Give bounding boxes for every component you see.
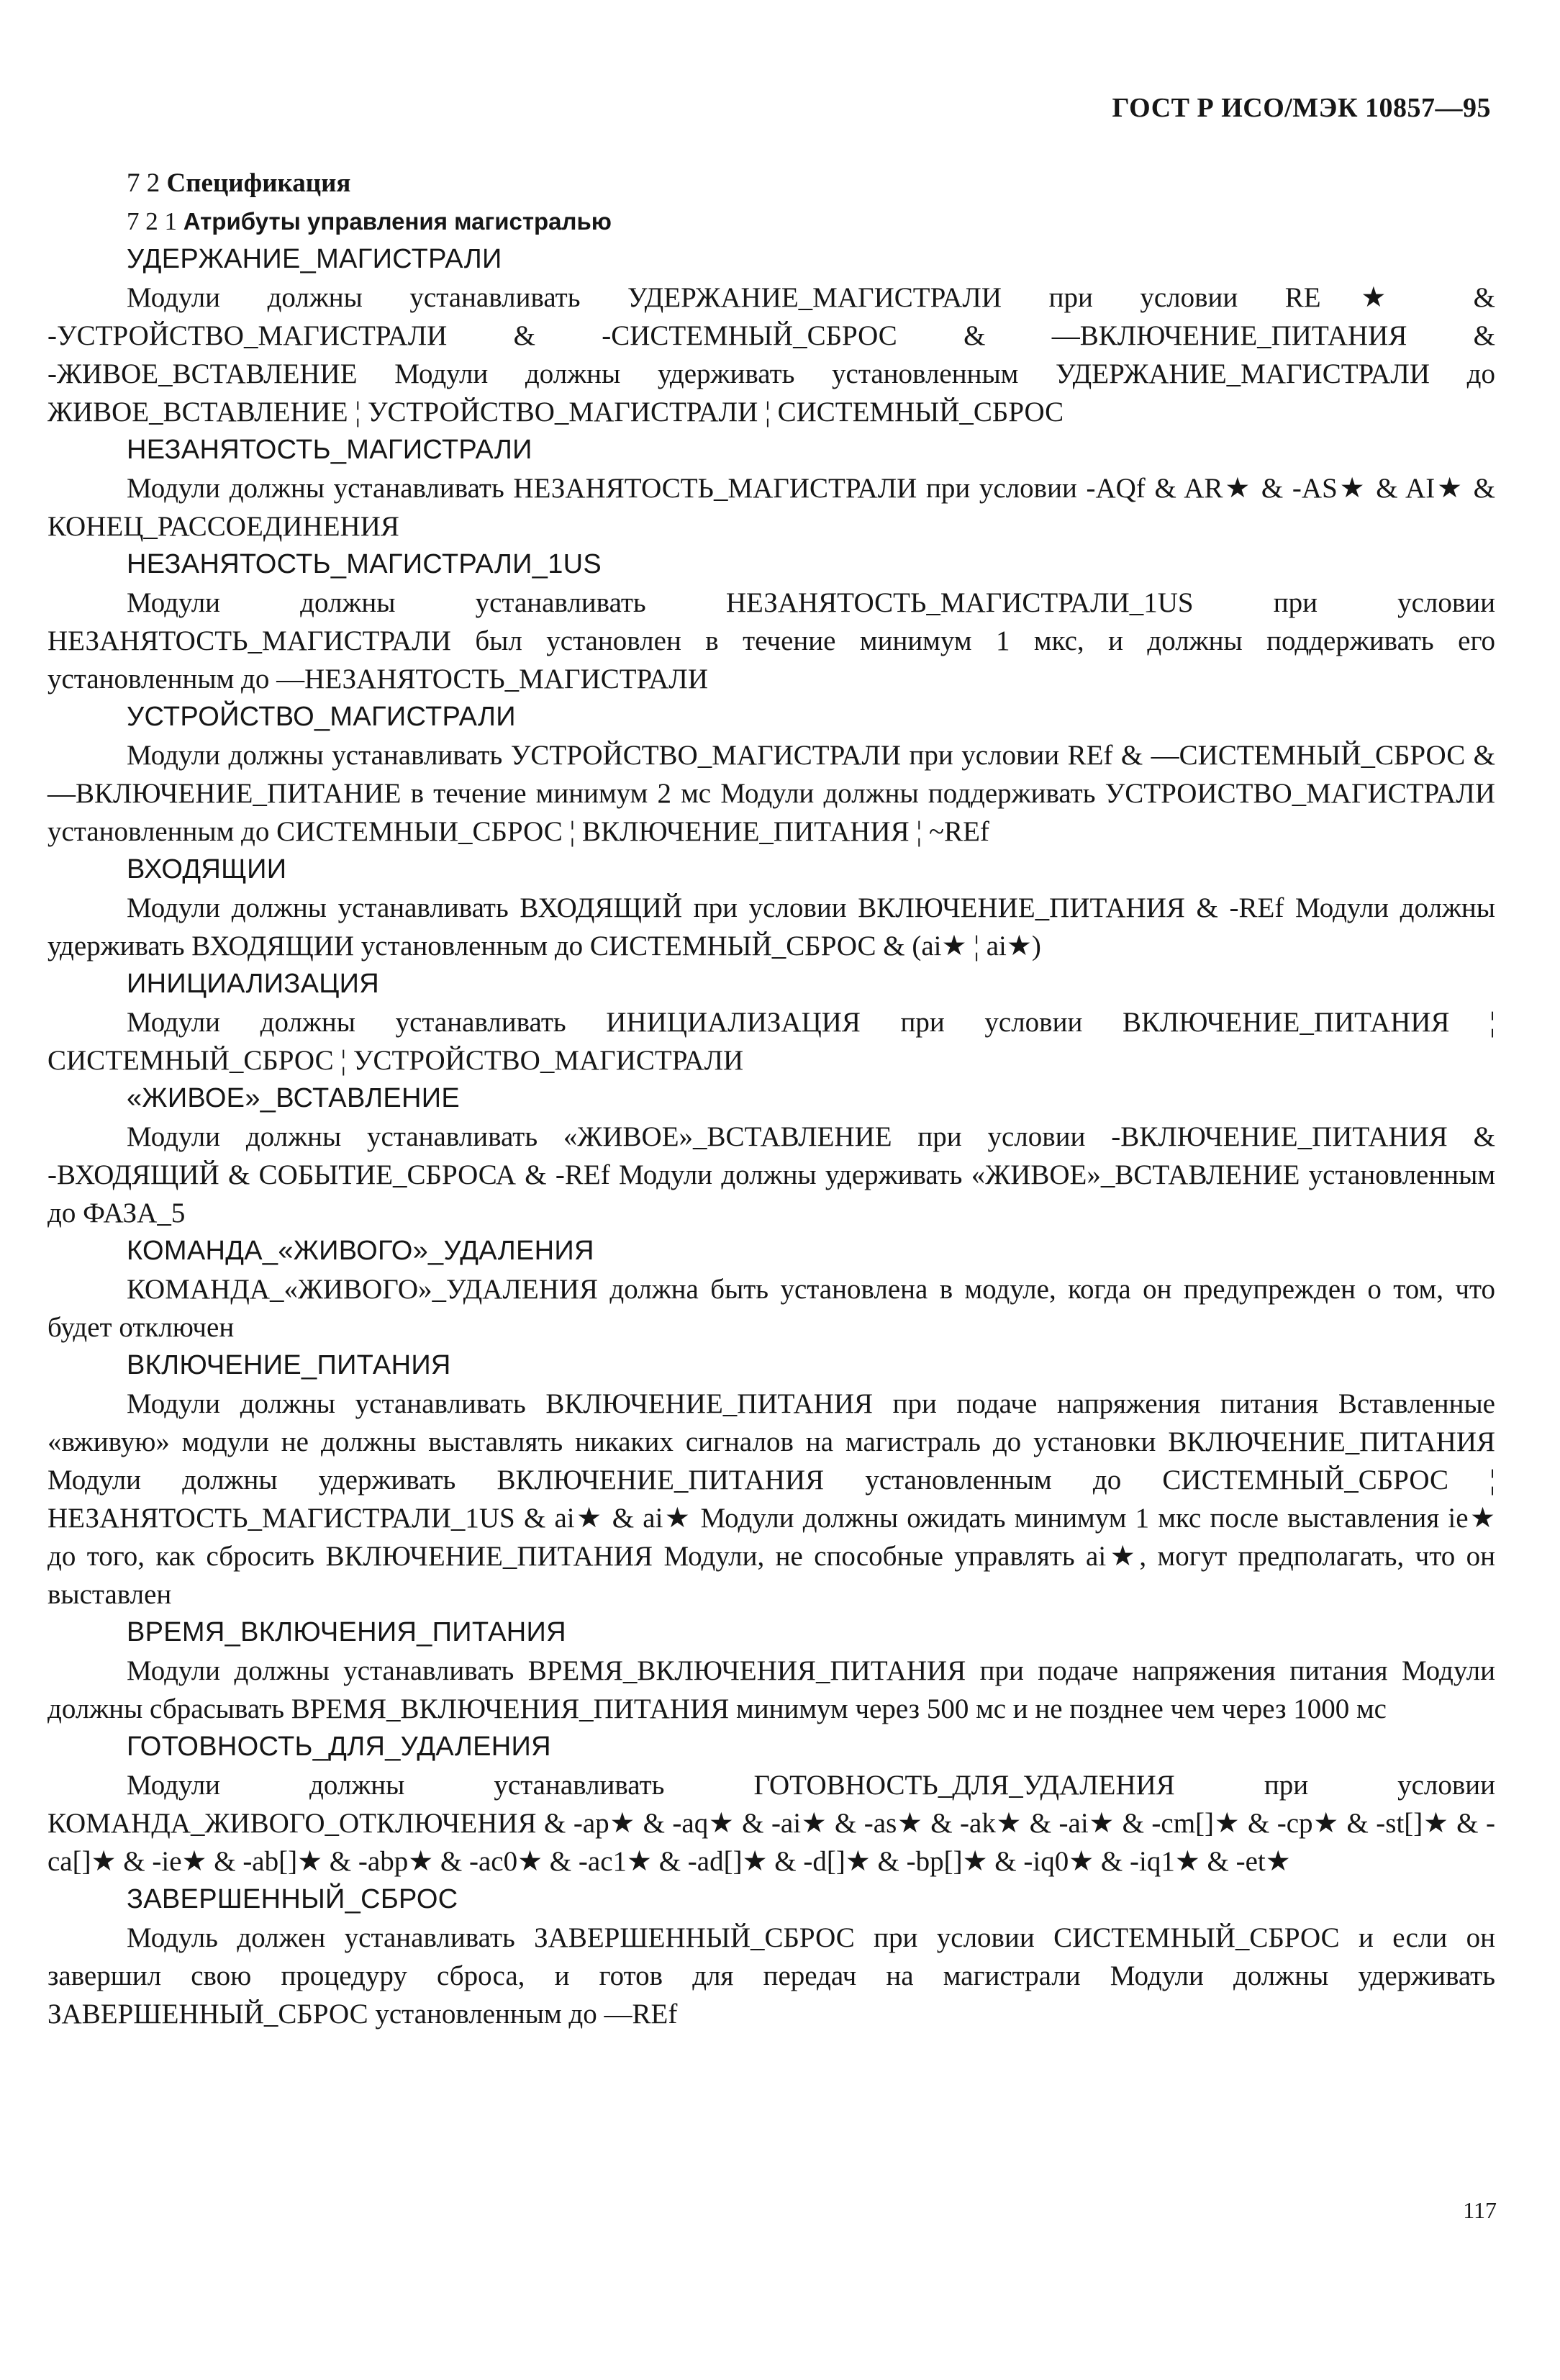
section-title: Спецификация <box>166 168 351 198</box>
document-body <box>47 164 1495 2033</box>
term-heading: «ЖИВОЕ»_ВСТАВЛЕНИЕ <box>127 1083 461 1113</box>
entry-reset-complete <box>47 1881 1495 2033</box>
standard-header: ГОСТ Р ИСО/МЭК 10857—95 <box>1112 93 1491 123</box>
term-description: Модули должны устанавливать «ЖИВОЕ»_ВСТАВЛЕНИЕ при условии -ВКЛЮЧЕНИЕ_ПИТАНИЯ & -ВХОДЯЩИЙ & СОБЫТИЕ_СБРОСА & -REf Модули должны удерживать «ЖИВОЕ»_ВСТАВЛЕНИЕ установленным до ФАЗА_5 <box>47 1121 1495 1229</box>
entry-power-on <box>47 1347 1495 1614</box>
term-description: Модули должны устанавливать НЕЗАНЯТОСТЬ_МАГИСТРАЛИ при условии -AQf & AR★ & -AS★ & AI★ & КОНЕЦ_РАССОЕДИНЕНИЯ <box>47 473 1495 542</box>
subsection-number: 7 2 1 <box>127 207 177 235</box>
entry-incoming <box>47 851 1495 965</box>
page-number: 117 <box>1463 2197 1497 2223</box>
term-description: Модули должны устанавливать ВРЕМЯ_ВКЛЮЧЕНИЯ_ПИТАНИЯ при подаче напряжения питания Модули должны сбрасывать ВРЕМЯ_ВКЛЮЧЕНИЯ_ПИТАНИЯ минимум через 500 мс и не позднее чем через 1000 мс <box>47 1655 1495 1724</box>
entry-bus-idle <box>47 431 1495 546</box>
term-description: Модули должны устанавливать ВКЛЮЧЕНИЕ_ПИТАНИЯ при подаче напряжения питания Вставленные «вживую» модули не должны выставлять никаких сигналов на магистраль до установки ВКЛЮЧЕНИЕ_ПИТАНИЯ Модули должны удерживать ВКЛЮЧЕНИЕ_ПИТАНИЯ установленным до СИСТЕМНЫЙ_СБРОС ¦ НЕЗАНЯТОСТЬ_МАГИСТРАЛИ_1US & ai★ & ai★ Модули должны ожидать минимум 1 мкс после выставления ie★ до того, как сбросить ВКЛЮЧЕНИЕ_ПИТАНИЯ Модули, не способные управлять ai★, могут предполагать, что он выставлен <box>47 1388 1495 1610</box>
term-description: Модули должны устанавливать УСТРОЙСТВО_МАГИСТРАЛИ при условии REf & —СИСТЕМНЫЙ_СБРОС & —ВКЛЮЧЕНИЕ_ПИТАНИЕ в течение минимум 2 мс Модули должны поддерживать УСТРОИСТВО_МАГИСТРАЛИ установленным до СИСТЕМНЫИ_СБРОС ¦ ВКЛЮЧЕНИЕ_ПИТАНИЯ ¦ ~REf <box>47 740 1495 847</box>
entry-bus-idle-1us <box>47 546 1495 698</box>
section-number: 7 2 <box>127 168 160 198</box>
term-description: КОМАНДА_«ЖИВОГО»_УДАЛЕНИЯ должна быть установлена в модуле, когда он предупрежден о том, что будет отключен <box>47 1274 1495 1343</box>
term-description: Модули должны устанавливать УДЕРЖАНИЕ_МАГИСТРАЛИ при условии RE★ & -УСТРОЙСТВО_МАГИСТРАЛИ & -СИСТЕМНЫЙ_СБРОС & —ВКЛЮЧЕНИЕ_ПИТАНИЯ & -ЖИВОЕ_ВСТАВЛЕНИЕ Модули должны удерживать установленным УДЕРЖАНИЕ_МАГИСТРАЛИ до ЖИВОЕ_ВСТАВЛЕНИЕ ¦ УСТРОЙСТВО_МАГИСТРАЛИ ¦ СИСТЕМНЫЙ_СБРОС <box>47 282 1495 427</box>
term-heading: НЕЗАНЯТОСТЬ_МАГИСТРАЛИ_1US <box>127 549 602 579</box>
term-heading: ВРЕМЯ_ВКЛЮЧЕНИЯ_ПИТАНИЯ <box>127 1617 566 1647</box>
term-description: Модули должны устанавливать ГОТОВНОСТЬ_ДЛЯ_УДАЛЕНИЯ при условии КОМАНДА_ЖИВОГО_ОТКЛЮЧЕНИЯ & -ap★ & -aq★ & -ai★ & -as★ & -ak★ & -ai★ & -cm[]★ & -cp★ & -st[]★ & -ca[]★ & -ie★ & -ab[]★ & -abp★ & -ac0★ & -ac1★ & -ad[]★ & -d[]★ & -bp[]★ & -iq0★ & -iq1★ & -et★ <box>47 1770 1495 1877</box>
term-description: Модули должны устанавливать ИНИЦИАЛИЗАЦИЯ при условии ВКЛЮЧЕНИЕ_ПИТАНИЯ ¦ СИСТЕМНЫЙ_СБРОС ¦ УСТРОЙСТВО_МАГИСТРАЛИ <box>47 1007 1495 1076</box>
term-heading: УСТРОЙСТВО_МАГИСТРАЛИ <box>127 702 516 732</box>
entry-power-on-time <box>47 1614 1495 1728</box>
entry-bus-hold <box>47 240 1495 431</box>
entry-initialization <box>47 965 1495 1080</box>
subsection-title: Атрибуты управления магистралью <box>183 208 612 235</box>
entry-live-insertion <box>47 1080 1495 1232</box>
term-description: Модули должны устанавливать ВХОДЯЩИЙ при условии ВКЛЮЧЕНИЕ_ПИТАНИЯ & -REf Модули должны удерживать ВХОДЯЩИИ установленным до СИСТЕМНЫЙ_СБРОС & (ai★ ¦ ai★) <box>47 892 1495 961</box>
subsection-heading <box>47 202 1495 240</box>
entry-ready-for-removal <box>47 1728 1495 1881</box>
entry-bus-device <box>47 698 1495 851</box>
section-heading <box>47 164 1495 202</box>
term-heading: ГОТОВНОСТЬ_ДЛЯ_УДАЛЕНИЯ <box>127 1732 551 1762</box>
term-description: Модули должны устанавливать НЕЗАНЯТОСТЬ_МАГИСТРАЛИ_1US при условии НЕЗАНЯТОСТЬ_МАГИСТРАЛИ был установлен в течение минимум 1 мкс, и должны поддерживать его установленным до —НЕЗАНЯТОСТЬ_МАГИСТРАЛИ <box>47 587 1495 694</box>
term-heading: УДЕРЖАНИЕ_МАГИСТРАЛИ <box>127 244 502 274</box>
term-heading: ЗАВЕРШЕННЫЙ_СБРОС <box>127 1884 458 1914</box>
term-description: Модуль должен устанавливать ЗАВЕРШЕННЫЙ_СБРОС при условии СИСТЕМНЫЙ_СБРОС и если он завершил свою процедуру сброса, и готов для передач на магистрали Модули должны удерживать ЗАВЕРШЕННЫЙ_СБРОС установленным до —REf <box>47 1922 1495 2030</box>
entry-live-removal-command <box>47 1232 1495 1347</box>
term-heading: НЕЗАНЯТОСТЬ_МАГИСТРАЛИ <box>127 435 532 465</box>
term-heading: КОМАНДА_«ЖИВОГО»_УДАЛЕНИЯ <box>127 1236 594 1266</box>
term-heading: ВХОДЯЩИИ <box>127 854 287 884</box>
term-heading: ВКЛЮЧЕНИЕ_ПИТАНИЯ <box>127 1350 451 1380</box>
term-heading: ИНИЦИАЛИЗАЦИЯ <box>127 969 379 999</box>
